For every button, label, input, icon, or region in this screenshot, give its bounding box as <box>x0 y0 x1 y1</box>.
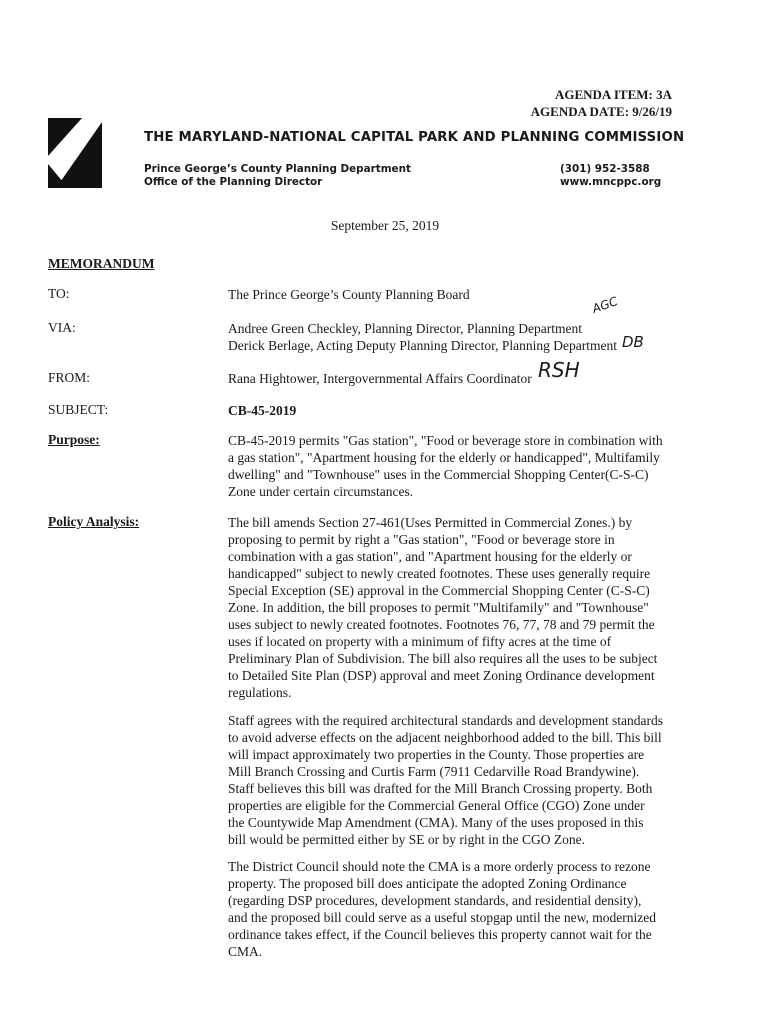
policy-analysis-label: Policy Analysis: <box>48 514 140 529</box>
policy-line: uses if located on property with a minimum of fifty acres at the time of <box>228 634 612 649</box>
via-line-2: Derick Berlage, Acting Deputy Planning Director, Planning Department <box>228 338 617 353</box>
policy-paragraph-3 <box>228 858 678 960</box>
department-block <box>144 163 411 189</box>
policy-line: combination with a gas station", and "Apartment housing for the elderly or <box>228 549 632 564</box>
commission-logo-icon <box>48 118 102 188</box>
from-initials: RSH <box>538 358 580 382</box>
purpose-label: Purpose: <box>48 432 100 447</box>
subject-label: SUBJECT: <box>48 402 109 417</box>
office-name: Office of the Planning Director <box>144 176 323 188</box>
policy-line: to Detailed Site Plan (DSP) approval and meet Zoning Ordinance development <box>228 668 655 683</box>
to-label: TO: <box>48 286 70 301</box>
via-line-1: Andree Green Checkley, Planning Director, Planning Department <box>228 321 582 336</box>
from-label: FROM: <box>48 370 91 385</box>
policy-line: The bill amends Section 27-461(Uses Permitted in Commercial Zones.) by <box>228 515 633 530</box>
policy-paragraph-2 <box>228 712 678 848</box>
agenda-item: AGENDA ITEM: 3A <box>554 87 672 102</box>
contact-block <box>560 163 661 189</box>
memo-title: MEMORANDUM <box>48 256 155 271</box>
purpose-line: dwelling" and "Townhouse" uses in the Commercial Shopping Center(C-S-C) <box>228 467 649 482</box>
policy-line: property. The proposed bill does anticipate the adopted Zoning Ordinance <box>228 876 627 891</box>
website-link: www.mncppc.org <box>560 176 662 188</box>
subject-value: CB-45-2019 <box>228 403 297 418</box>
policy-line: Special Exception (SE) approval in the Commercial Shopping Center (C-S-C) <box>228 583 650 598</box>
org-title: THE MARYLAND-NATIONAL CAPITAL PARK AND PLANNING COMMISSION <box>144 130 685 145</box>
policy-line: will impact approximately two properties in the County. Those properties are <box>228 747 645 762</box>
memo-date: September 25, 2019 <box>330 218 440 233</box>
purpose-line: Zone under certain circumstances. <box>228 484 414 499</box>
policy-line: properties are eligible for the Commercial General Office (CGO) Zone under <box>228 798 645 813</box>
policy-line: (regarding DSP procedures, development standards, and residential density), <box>228 893 642 908</box>
purpose-line: CB-45-2019 permits "Gas station", "Food or beverage store in combination with <box>228 433 663 448</box>
policy-line: regulations. <box>228 685 292 700</box>
agenda-date: AGENDA DATE: 9/26/19 <box>530 104 672 119</box>
department-name: Prince George’s County Planning Department <box>144 163 411 175</box>
policy-line: Zone. In addition, the bill proposes to permit "Multifamily" and "Townhouse" <box>228 600 649 615</box>
to-value: The Prince George’s County Planning Board <box>228 287 470 302</box>
policy-line: Staff believes this bill was drafted for the Mill Branch Crossing property. Both <box>228 781 653 796</box>
policy-line: ordinance takes effect, if the Council believes this property cannot wait for the <box>228 927 652 942</box>
policy-line: Mill Branch Crossing and Curtis Farm (7911 Cedarville Road Brandywine). <box>228 764 640 779</box>
via-initials-2: DB <box>622 333 644 351</box>
via-label: VIA: <box>48 320 76 335</box>
policy-line: to avoid adverse effects on the adjacent neighborhood added to the bill. This bill <box>228 730 662 745</box>
from-value: Rana Hightower, Intergovernmental Affairs Coordinator <box>228 371 532 386</box>
purpose-paragraph <box>228 432 678 500</box>
purpose-line: a gas station", "Apartment housing for the elderly or handicapped", Multifamily <box>228 450 660 465</box>
policy-line: handicapped" subject to newly created footnotes. These uses generally require <box>228 566 651 581</box>
policy-paragraph-1 <box>228 514 678 701</box>
policy-line: Staff agrees with the required architectural standards and development standards <box>228 713 663 728</box>
policy-line: the Countywide Map Amendment (CMA). Many of the uses proposed in this <box>228 815 644 830</box>
phone-number: (301) 952-3588 <box>560 163 650 175</box>
policy-line: CMA. <box>228 944 263 959</box>
policy-line: The District Council should note the CMA is a more orderly process to rezone <box>228 859 651 874</box>
policy-line: Preliminary Plan of Subdivision. The bill also requires all the uses to be subject <box>228 651 658 666</box>
policy-line: uses subject to newly created footnotes. Footnotes 76, 77, 78 and 79 permit the <box>228 617 655 632</box>
policy-line: bill would be permitted either by SE or by right in the CGO Zone. <box>228 832 585 847</box>
via-initials-1: AGC <box>590 293 620 317</box>
policy-line: proposing to permit by right a "Gas station", "Food or beverage store in <box>228 532 615 547</box>
policy-line: and the proposed bill could serve as a useful stopgap until the new, modernized <box>228 910 657 925</box>
